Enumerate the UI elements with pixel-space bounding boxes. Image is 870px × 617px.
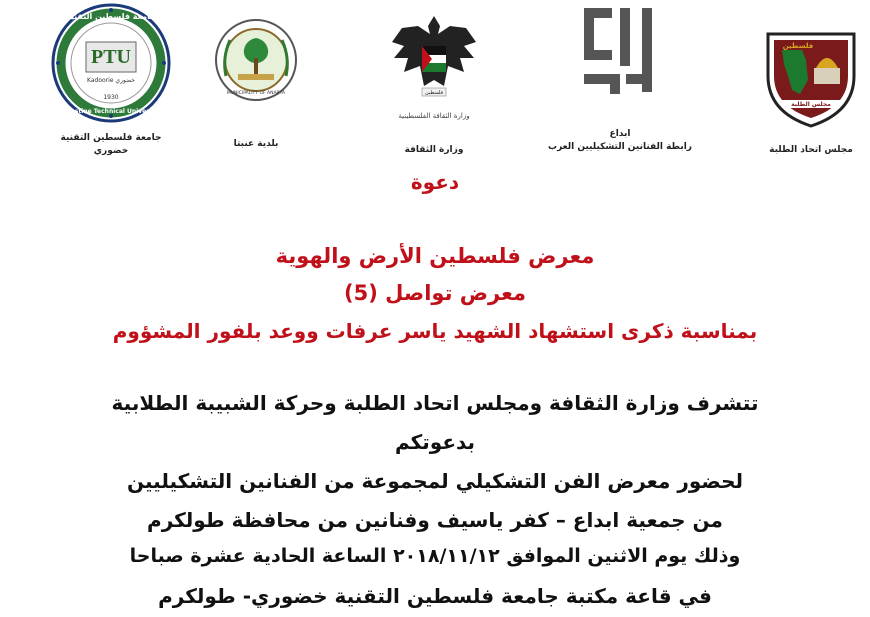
council-logo [762,20,860,128]
ptu-caption [60,132,162,158]
ptu-year: 1930 [103,94,119,101]
invite-body-line: لحضور معرض الفن التشكيلي لمجموعة من الفنانين التشكيليين [127,469,743,493]
ibdaa-caption [540,128,700,154]
invite-title-1: معرض فلسطين الأرض والهوية [275,244,595,268]
invite-body-line: وذلك يوم الاثنين الموافق ٢٠١٨/١١/١٢ الساعة الحادية عشرة صباحا [129,545,741,567]
anabta-caption [214,138,298,151]
ptu-caption-line1: جامعة فلسطين التقنية [60,133,162,143]
ptu-badge-sub: Kadoorie خضوري [87,77,135,84]
ministry-emblem-text: فلسطين [425,90,443,96]
ptu-ring-bottom: Palestine Technical University [60,108,162,115]
anabta-caption-line1: بلدية عنبتا [233,139,279,149]
ptu-ring-top: جامعة فلسطين التقنية [66,12,156,21]
invite-heading: دعوة [410,170,460,194]
ministry-logo [384,6,484,126]
ministry-emblem-sub: وزارة الثقافة الفلسطينية [398,112,470,120]
ibdaa-caption-line2: رابطة الفنانين التشكيليين العرب [548,142,692,152]
council-shield-text: فلسطين [782,42,814,50]
council-caption-line1: مجلس اتحاد الطلبة [769,145,853,155]
ptu-badge-text: PTU [91,46,131,68]
invite-body-line: من جمعية ابداع – كفر ياسيف وفنانين من محافظة طولكرم [147,508,723,532]
ptu-caption-line2: خضوري [93,146,129,156]
council-shield-sub: مجلس الطلبة [791,101,831,108]
invite-body-line: في قاعة مكتبة جامعة فلسطين التقنية خضوري- طولكرم [158,584,712,608]
anabta-logo [214,18,298,102]
invite-title-2: معرض تواصل (5) [344,281,526,305]
invite-body-line: بدعوتكم [394,430,476,454]
ptu-logo [50,2,172,124]
invite-title-3: بمناسبة ذكرى استشهاد الشهيد ياسر عرفات ووعد بلفور المشؤوم [112,319,758,343]
council-caption [752,144,870,157]
invite-body-line: تتشرف وزارة الثقافة ومجلس اتحاد الطلبة وحركة الشبيبة الطلابية [111,391,759,415]
ibdaa-logo [574,4,666,96]
logo-row [0,0,870,175]
ibdaa-caption-line1: ابداع [609,129,631,139]
anabta-ring-text: MUNICIPALITY OF ANABTA [226,91,286,96]
ministry-caption [384,144,484,157]
ministry-caption-line1: وزارة الثقافة [404,145,464,155]
